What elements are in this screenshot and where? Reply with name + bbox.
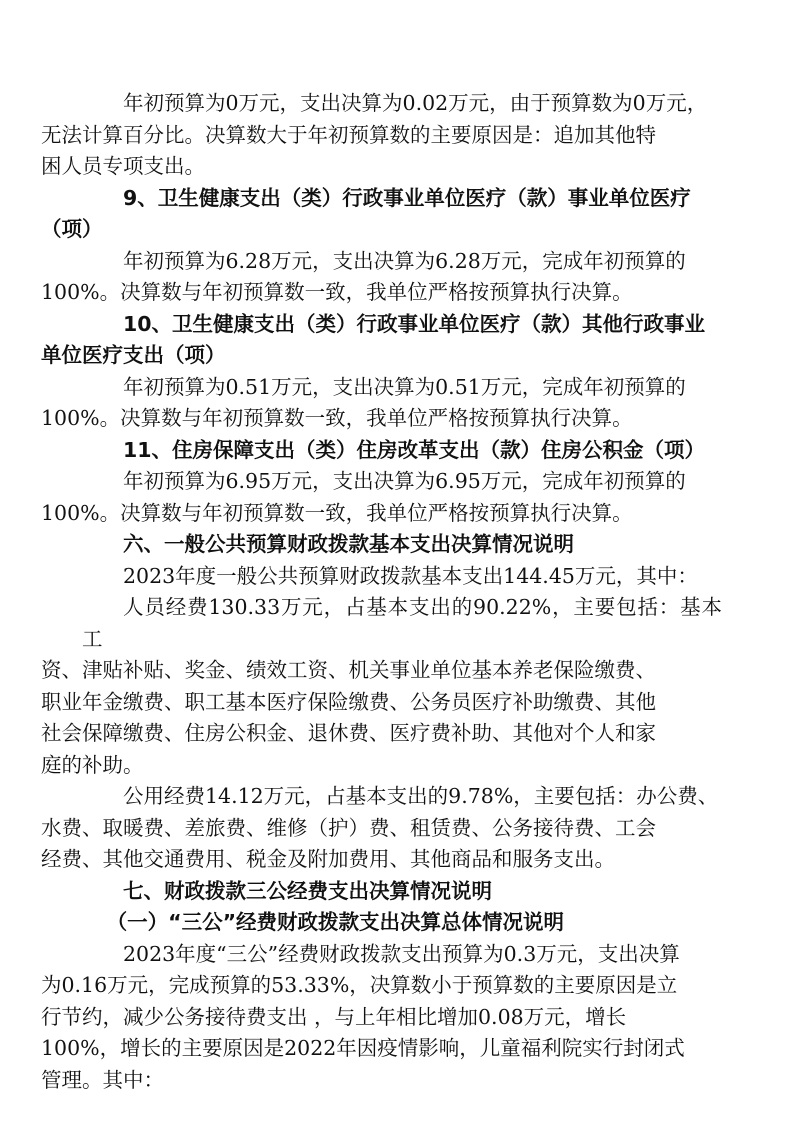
heading-item-11: 11、住房保障支出（类）住房改革支出（款）住房公积金（项） bbox=[123, 437, 706, 462]
paragraph-item-10 bbox=[41, 372, 722, 435]
text-line: 无法计算百分比。决算数大于年初预算数的主要原因是：追加其他特 bbox=[41, 122, 656, 147]
text-line: 年初预算为6.95万元，支出决算为6.95万元，完成年初预算的 bbox=[123, 469, 686, 493]
text-line: 年初预算为0万元，支出决算为0.02万元，由于预算数为0万元， bbox=[123, 91, 708, 115]
text-line: 100%，增长的主要原因是2022年因疫情影响，儿童福利院实行封闭式 bbox=[41, 1036, 685, 1060]
paragraph-three-public-expenses bbox=[41, 939, 722, 1097]
text-line: 年初预算为6.28万元，支出决算为6.28万元，完成年初预算的 bbox=[123, 248, 686, 273]
subsection-heading-7-1: （一）“三公”经费财政拨款支出决算总体情况说明 bbox=[106, 910, 565, 934]
text-line: 资、津贴补贴、奖金、绩效工资、机关事业单位基本养老保险缴费、 bbox=[41, 658, 656, 682]
text-line: 庭的补助。 bbox=[41, 752, 144, 777]
paragraph-public-expenses bbox=[41, 781, 722, 876]
heading-line: 10、卫生健康支出（类）行政事业单位医疗（款）其他行政事业 bbox=[123, 311, 706, 336]
text-line: 为0.16万元，完成预算的53.33%，决算数小于预算数的主要原因是立 bbox=[41, 973, 678, 997]
text-line: 困人员专项支出。 bbox=[41, 154, 205, 178]
section-heading-6: 六、一般公共预算财政拨款基本支出决算情况说明 bbox=[123, 532, 574, 556]
paragraph-personnel-expenses bbox=[41, 592, 722, 781]
heading-line: 单位医疗支出（项） bbox=[41, 343, 226, 367]
text-line: 100%。决算数与年初预算数一致，我单位严格按预算执行决算。 bbox=[41, 406, 633, 430]
text-line: 100%。决算数与年初预算数一致，我单位严格按预算执行决算。 bbox=[41, 280, 633, 304]
text-line: 公用经费14.12万元，占基本支出的9.78%，主要包括：办公费、 bbox=[123, 784, 719, 808]
text-line: 职业年金缴费、职工基本医疗保险缴费、公务员医疗补助缴费、其他 bbox=[41, 689, 656, 714]
heading-item-10 bbox=[41, 309, 722, 372]
paragraph-item-11 bbox=[41, 466, 722, 529]
text-line: 管理。其中： bbox=[41, 1067, 164, 1092]
paragraph-item-9 bbox=[41, 246, 722, 309]
text-line: 经费、其他交通费用、税金及附加费用、其他商品和服务支出。 bbox=[41, 847, 615, 871]
paragraph-basic-expenditure: 2023年度一般公共预算财政拨款基本支出144.45万元，其中： bbox=[123, 563, 698, 588]
section-heading-7: 七、财政拨款三公经费支出决算情况说明 bbox=[123, 878, 492, 903]
heading-line: （项） bbox=[41, 217, 103, 241]
text-line: 水费、取暖费、差旅费、维修（护）费、租赁费、公务接待费、工会 bbox=[41, 815, 656, 840]
document-page bbox=[41, 88, 722, 1096]
text-line: 人员经费130.33万元，占基本支出的90.22%，主要包括：基本工 bbox=[82, 595, 722, 651]
text-line: 2023年度“三公”经费财政拨款支出预算为0.3万元，支出决算 bbox=[123, 941, 680, 966]
paragraph-item-8-detail bbox=[41, 88, 722, 183]
heading-line: 9、卫生健康支出（类）行政事业单位医疗（款）事业单位医疗 bbox=[123, 185, 691, 210]
text-line: 100%。决算数与年初预算数一致，我单位严格按预算执行决算。 bbox=[41, 500, 633, 525]
text-line: 社会保障缴费、住房公积金、退休费、医疗费补助、其他对个人和家 bbox=[41, 721, 656, 745]
text-line: 年初预算为0.51万元，支出决算为0.51万元，完成年初预算的 bbox=[123, 374, 686, 399]
text-line: 行节约，减少公务接待费支出 ，与上年相比增加0.08万元，增长 bbox=[41, 1004, 627, 1029]
heading-item-9 bbox=[41, 183, 722, 246]
